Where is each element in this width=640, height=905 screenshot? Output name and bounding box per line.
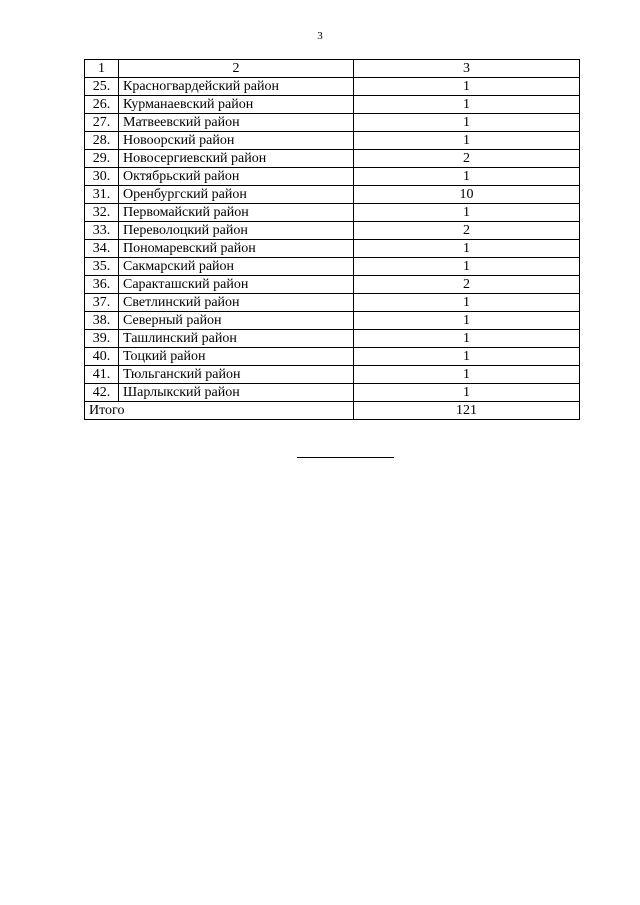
- district-name: Красногвардейский район: [119, 78, 354, 96]
- table-row: [85, 114, 580, 132]
- district-count: 1: [354, 384, 580, 402]
- row-number: 26.: [85, 96, 119, 114]
- table-row: [85, 240, 580, 258]
- district-name: Тоцкий район: [119, 348, 354, 366]
- district-count: 10: [354, 186, 580, 204]
- total-count: 121: [354, 402, 580, 420]
- district-count: 1: [354, 114, 580, 132]
- table-row: [85, 186, 580, 204]
- table-row: [85, 150, 580, 168]
- district-count: 1: [354, 204, 580, 222]
- table-row: [85, 366, 580, 384]
- district-name: Северный район: [119, 312, 354, 330]
- district-count: 1: [354, 168, 580, 186]
- table-header-row: [85, 60, 580, 78]
- page-number: 3: [317, 30, 323, 42]
- table-row: [85, 312, 580, 330]
- table-row: [85, 294, 580, 312]
- row-number: 37.: [85, 294, 119, 312]
- row-number: 38.: [85, 312, 119, 330]
- row-number: 31.: [85, 186, 119, 204]
- table-row: [85, 168, 580, 186]
- table-row: [85, 222, 580, 240]
- row-number: 35.: [85, 258, 119, 276]
- row-number: 33.: [85, 222, 119, 240]
- district-name: Саракташский район: [119, 276, 354, 294]
- district-count: 1: [354, 258, 580, 276]
- table-row: [85, 276, 580, 294]
- district-count: 1: [354, 96, 580, 114]
- row-number: 41.: [85, 366, 119, 384]
- table-row: [85, 330, 580, 348]
- header-col-1: 1: [85, 60, 119, 78]
- total-label: Итого: [85, 402, 354, 420]
- table-row: [85, 384, 580, 402]
- district-count: 1: [354, 78, 580, 96]
- table-row: [85, 258, 580, 276]
- row-number: 29.: [85, 150, 119, 168]
- table-row: [85, 132, 580, 150]
- row-number: 42.: [85, 384, 119, 402]
- district-count: 1: [354, 366, 580, 384]
- district-count: 1: [354, 132, 580, 150]
- table-row: [85, 96, 580, 114]
- district-name: Тюльганский район: [119, 366, 354, 384]
- district-name: Ташлинский район: [119, 330, 354, 348]
- district-count: 1: [354, 348, 580, 366]
- district-count: 1: [354, 330, 580, 348]
- row-number: 27.: [85, 114, 119, 132]
- district-count: 1: [354, 312, 580, 330]
- district-count: 1: [354, 294, 580, 312]
- district-name: Пономаревский район: [119, 240, 354, 258]
- separator-line: [297, 457, 394, 458]
- row-number: 25.: [85, 78, 119, 96]
- header-col-2: 2: [119, 60, 354, 78]
- district-count: 2: [354, 222, 580, 240]
- district-name: Новоорский район: [119, 132, 354, 150]
- row-number: 32.: [85, 204, 119, 222]
- table-row: [85, 348, 580, 366]
- district-count: 1: [354, 240, 580, 258]
- district-name: Сакмарский район: [119, 258, 354, 276]
- total-row: [85, 402, 580, 420]
- row-number: 36.: [85, 276, 119, 294]
- district-name: Курманаевский район: [119, 96, 354, 114]
- district-name: Переволоцкий район: [119, 222, 354, 240]
- table-body: [85, 60, 580, 420]
- district-name: Матвеевский район: [119, 114, 354, 132]
- district-table: [84, 59, 580, 420]
- row-number: 34.: [85, 240, 119, 258]
- table-row: [85, 204, 580, 222]
- header-col-3: 3: [354, 60, 580, 78]
- row-number: 30.: [85, 168, 119, 186]
- district-count: 2: [354, 150, 580, 168]
- row-number: 39.: [85, 330, 119, 348]
- district-name: Первомайский район: [119, 204, 354, 222]
- district-name: Светлинский район: [119, 294, 354, 312]
- district-name: Оренбургский район: [119, 186, 354, 204]
- row-number: 40.: [85, 348, 119, 366]
- district-name: Октябрьский район: [119, 168, 354, 186]
- table-row: [85, 78, 580, 96]
- row-number: 28.: [85, 132, 119, 150]
- district-count: 2: [354, 276, 580, 294]
- district-name: Шарлыкский район: [119, 384, 354, 402]
- district-name: Новосергиевский район: [119, 150, 354, 168]
